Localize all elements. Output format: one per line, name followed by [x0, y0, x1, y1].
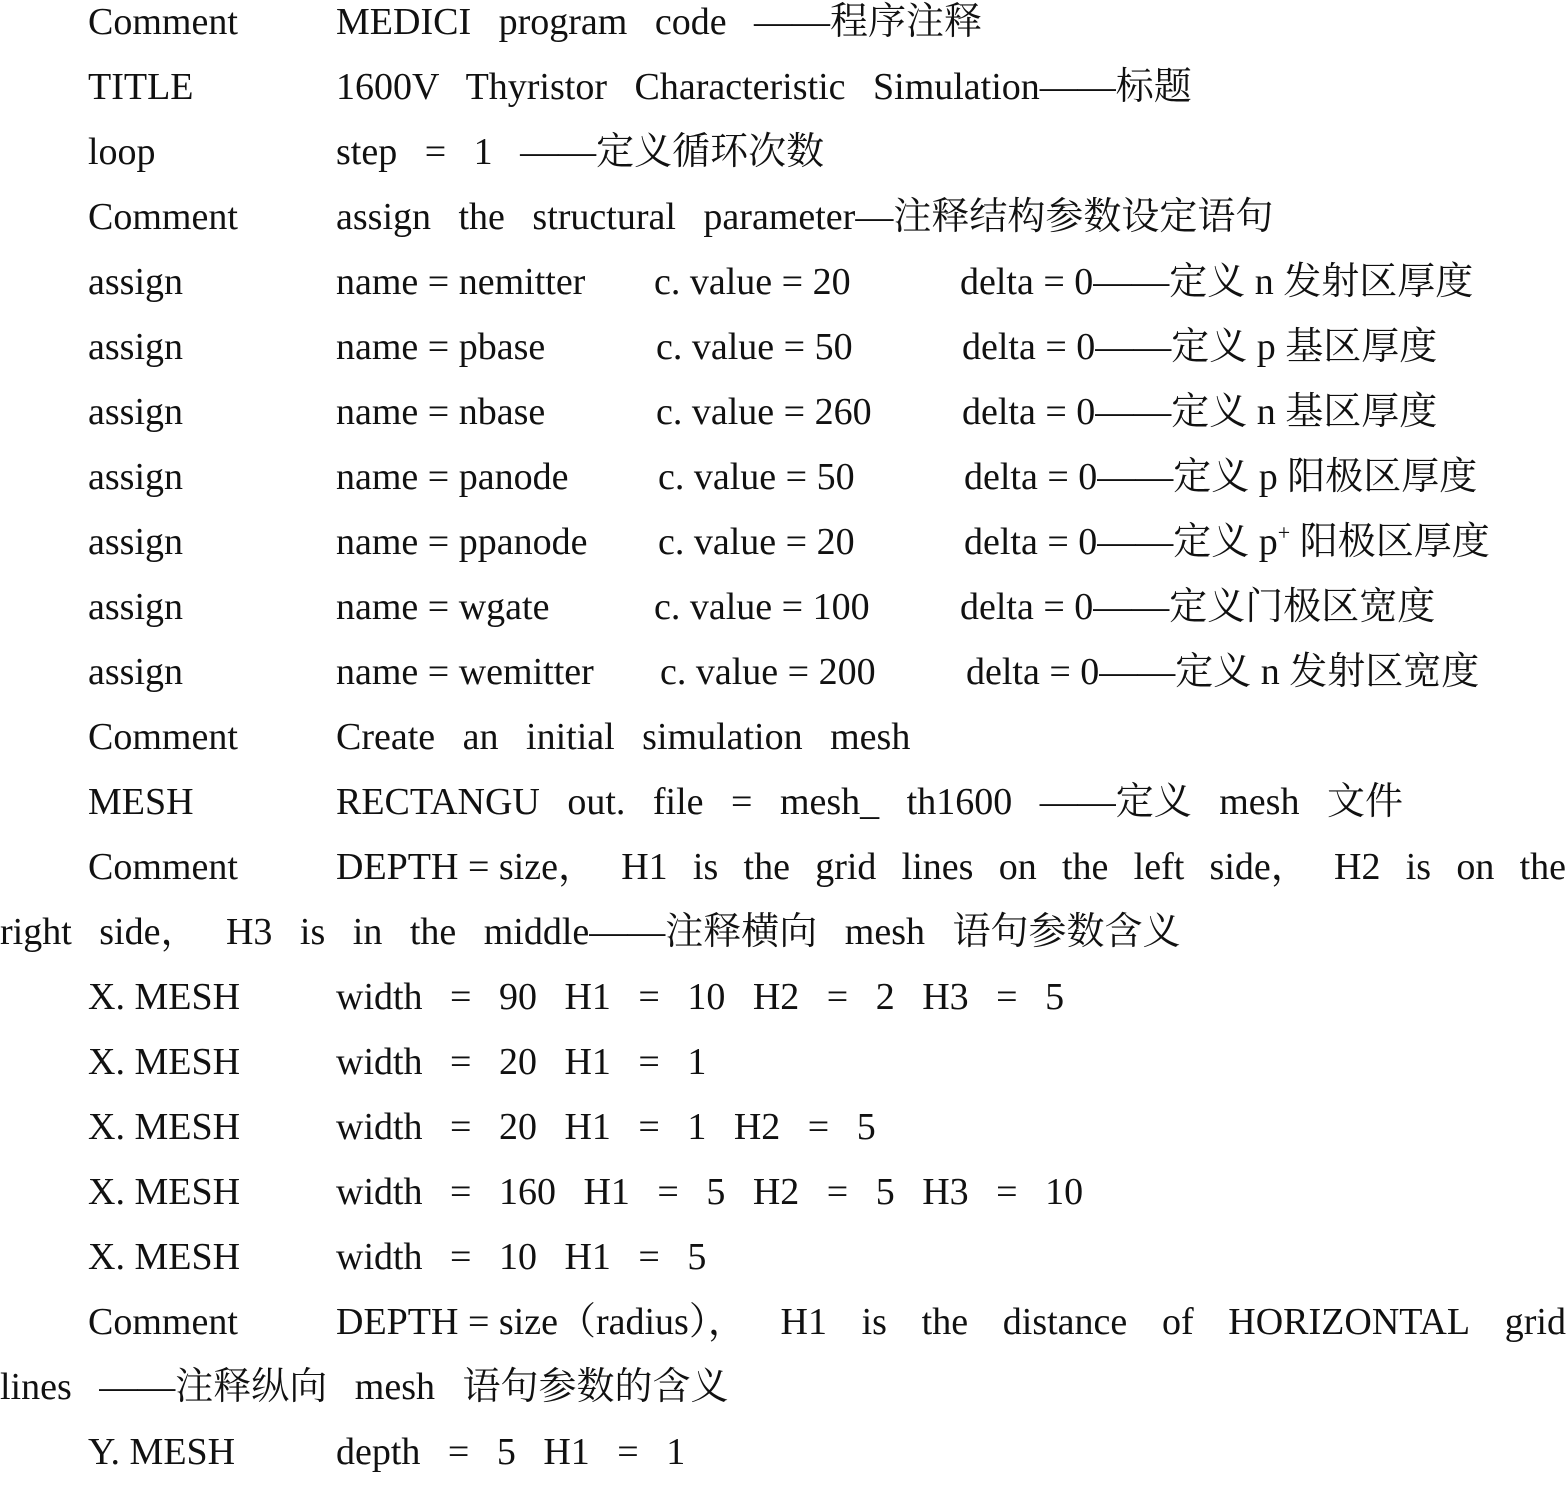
assign-name: name = ppanode: [336, 521, 588, 563]
keyword: X. MESH: [88, 1236, 241, 1278]
word: the: [1519, 846, 1566, 888]
line-text: Create an initial simulation mesh: [336, 716, 911, 758]
assign-value: c. value = 200: [660, 651, 876, 693]
word: the: [921, 1301, 969, 1343]
keyword: Comment: [88, 846, 238, 888]
keyword: assign: [88, 456, 183, 498]
word: of: [1161, 1301, 1194, 1343]
keyword: MESH: [88, 781, 194, 823]
word: on: [998, 846, 1037, 888]
assign-value: c. value = 20: [658, 521, 855, 563]
assign-value: c. value = 50: [658, 456, 855, 498]
keyword: loop: [88, 131, 156, 173]
assign-name: name = wemitter: [336, 651, 594, 693]
line-text: width = 20 H1 = 1: [336, 1041, 707, 1083]
keyword: assign: [88, 391, 183, 433]
assign-delta: delta = 0——定义 n 发射区厚度: [960, 261, 1474, 303]
keyword: Y. MESH: [88, 1431, 236, 1473]
assign-value: c. value = 20: [654, 261, 851, 303]
word: is: [692, 846, 719, 888]
line-text: right side， H3 is in the middle——注释横向 mesh 语句参数含义: [0, 911, 1181, 953]
delta-text: delta = 0——定义 p: [964, 521, 1278, 563]
word: is: [861, 1301, 887, 1343]
keyword: TITLE: [88, 66, 194, 108]
keyword: Comment: [88, 1, 238, 43]
assign-name: name = nemitter: [336, 261, 586, 303]
word: the: [1061, 846, 1109, 888]
word: distance: [1002, 1301, 1128, 1343]
word: the: [743, 846, 790, 888]
keyword: X. MESH: [88, 1171, 241, 1213]
word: H1: [780, 1301, 827, 1343]
word: grid: [1504, 1301, 1566, 1343]
line-text: assign the structural parameter—注释结构参数设定语句: [336, 196, 1274, 238]
line-text: 1600V Thyristor Characteristic Simulation——标题: [336, 66, 1192, 108]
line-text: MEDICI program code ——程序注释: [336, 1, 983, 43]
keyword: assign: [88, 261, 183, 303]
keyword: X. MESH: [88, 976, 241, 1018]
line-text: lines ——注释纵向 mesh 语句参数的含义: [0, 1366, 729, 1408]
keyword: X. MESH: [88, 1041, 241, 1083]
line-text: RECTANGU out. file = mesh_ th1600 ——定义 mesh 文件: [336, 781, 1403, 823]
keyword: assign: [88, 521, 183, 563]
justified-text: [336, 845, 1566, 889]
assign-value: c. value = 260: [656, 391, 872, 433]
assign-value: c. value = 50: [656, 326, 853, 368]
word: side，: [1209, 846, 1309, 888]
word: on: [1456, 846, 1495, 888]
delta-text-tail: 阳极区厚度: [1290, 521, 1490, 563]
keyword: Comment: [88, 716, 238, 758]
line-text: width = 160 H1 = 5 H2 = 5 H3 = 10: [336, 1171, 1084, 1213]
word: grid: [815, 846, 877, 888]
assign-delta: delta = 0——定义 p 阳极区厚度: [964, 456, 1478, 498]
assign-name: name = panode: [336, 456, 569, 498]
assign-name: name = nbase: [336, 391, 546, 433]
word: HORIZONTAL: [1228, 1301, 1471, 1343]
assign-delta: delta = 0——定义 n 发射区宽度: [966, 651, 1480, 693]
keyword: assign: [88, 651, 183, 693]
keyword: assign: [88, 326, 183, 368]
keyword: assign: [88, 586, 183, 628]
assign-delta: delta = 0——定义 p 基区厚度: [962, 326, 1438, 368]
line-text: width = 10 H1 = 5: [336, 1236, 707, 1278]
keyword: Comment: [88, 1301, 238, 1343]
line-text: depth = 5 H1 = 1: [336, 1431, 686, 1473]
word: H2: [1334, 846, 1381, 888]
word: left: [1133, 846, 1185, 888]
keyword: Comment: [88, 196, 238, 238]
line-text: width = 20 H1 = 1 H2 = 5: [336, 1106, 876, 1148]
word: DEPTH = size（radius），: [336, 1301, 746, 1343]
line-text: width = 90 H1 = 10 H2 = 2 H3 = 5: [336, 976, 1065, 1018]
word: lines: [901, 846, 974, 888]
justified-text: [336, 1300, 1566, 1344]
superscript-plus: +: [1277, 520, 1291, 545]
assign-delta: delta = 0——定义门极区宽度: [960, 586, 1436, 628]
assign-delta: delta = 0——定义 n 基区厚度: [962, 391, 1438, 433]
assign-name: name = wgate: [336, 586, 550, 628]
assign-name: name = pbase: [336, 326, 546, 368]
assign-value: c. value = 100: [654, 586, 870, 628]
assign-delta: [964, 520, 1490, 564]
word: is: [1405, 846, 1432, 888]
word: H1: [621, 846, 668, 888]
keyword: X. MESH: [88, 1106, 241, 1148]
word: DEPTH = size，: [336, 846, 596, 888]
line-text: step = 1 ——定义循环次数: [336, 131, 825, 173]
